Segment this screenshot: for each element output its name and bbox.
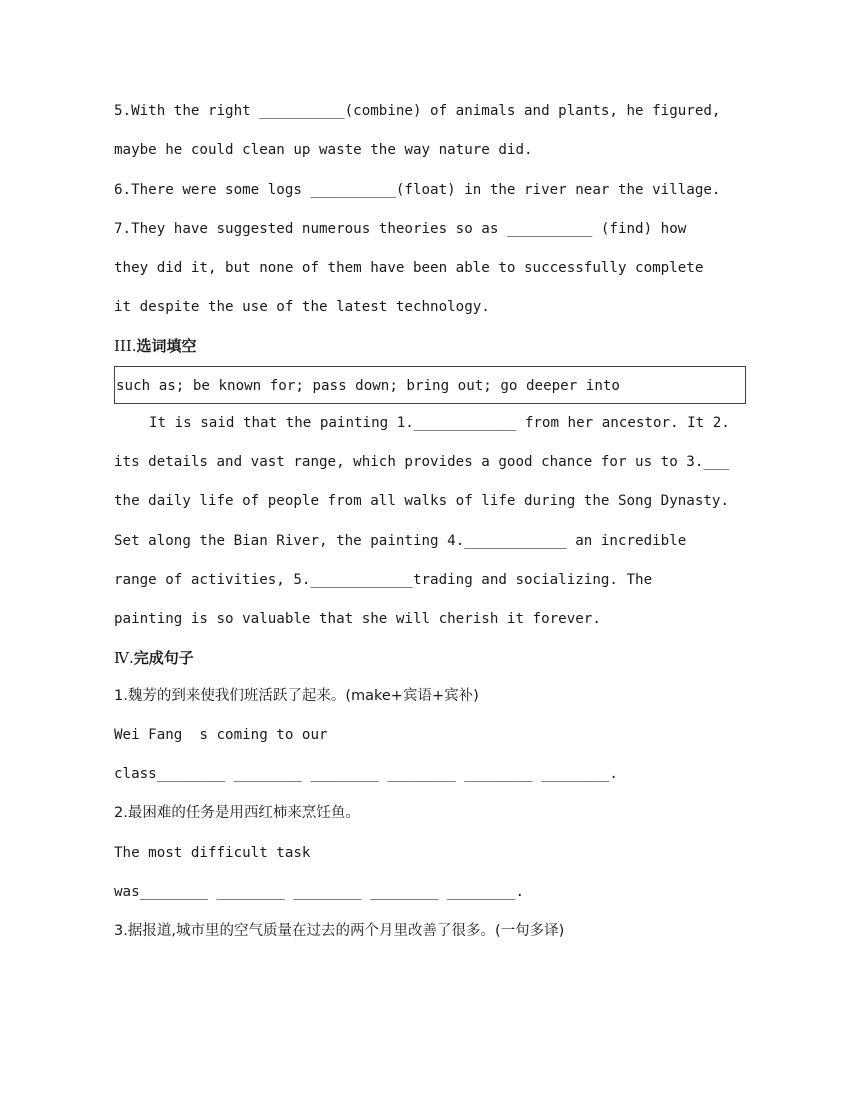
question-2-prompt: 2.最困难的任务是用西红柿来烹饪鱼。: [114, 805, 360, 822]
item-line: 5.With the right __________(combine) of animals and plants, he figured,: [114, 103, 721, 119]
passage-line: range of activities, 5.____________trading and socializing. The: [114, 571, 653, 588]
question-1-line: Wei Fang s coming to our: [114, 726, 328, 743]
section3-numeral: III.: [114, 336, 137, 355]
passage-line: the daily life of people from all walks of life during the Song Dynasty.: [114, 493, 729, 510]
passage-line: painting is so valuable that she will cherish it forever.: [114, 611, 601, 628]
part2-items: [114, 92, 754, 328]
section3-heading: [114, 328, 754, 365]
worksheet-page: [114, 92, 754, 952]
section4-title: 完成句子: [133, 648, 194, 667]
item-line: 6.There were some logs __________(float) in the river near the village.: [114, 181, 721, 198]
passage-line: Set along the Bian River, the painting 4.____________ an incredible: [114, 532, 687, 549]
question-3-prompt: 3.据报道,城市里的空气质量在过去的两个月里改善了很多。(一句多译): [114, 923, 565, 940]
item-line: it despite the use of the latest technology.: [114, 299, 490, 316]
word-bank-box: such as; be known for; pass down; bring out; go deeper into: [114, 366, 746, 404]
item-line: maybe he could clean up waste the way nature did.: [114, 142, 533, 159]
question-1-answer-blanks: class________ ________ ________ ________ ________ ________.: [114, 766, 618, 783]
passage-line: its details and vast range, which provides a good chance for us to 3.___: [114, 454, 729, 471]
section4-questions: [114, 677, 754, 952]
section3-passage: [114, 404, 754, 640]
section3-title: 选词填空: [136, 336, 197, 355]
question-2-line: The most difficult task: [114, 844, 311, 861]
section4-heading: [114, 640, 754, 677]
item-line: 7.They have suggested numerous theories so as __________ (find) how: [114, 220, 687, 237]
question-2-answer-blanks: was________ ________ ________ ________ ________.: [114, 884, 524, 901]
item-line: they did it, but none of them have been able to successfully complete: [114, 260, 704, 277]
question-1-prompt: 1.魏芳的到来使我们班活跃了起来。(make+宾语+宾补): [114, 687, 479, 704]
section4-numeral: Ⅳ.: [114, 648, 134, 667]
passage-line: It is said that the painting 1.____________ from her ancestor. It 2.: [149, 414, 730, 431]
